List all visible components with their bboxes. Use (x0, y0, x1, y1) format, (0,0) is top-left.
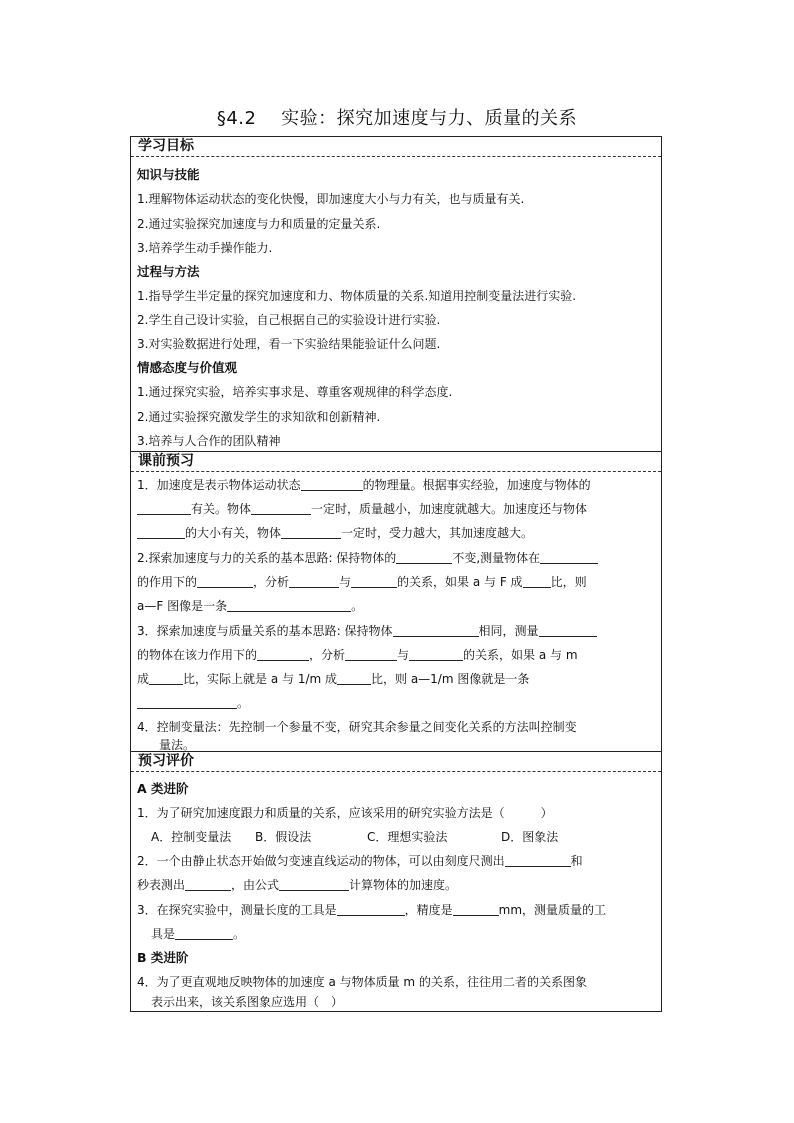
process-item-3: 3.对实验数据进行处理，看一下实验结果能验证什么问题. (137, 337, 441, 351)
knowledge-item-3: 3.培养学生动手操作能力. (137, 241, 273, 255)
preview-q2-line1 (137, 550, 655, 566)
answer-blank[interactable] (337, 903, 405, 916)
eval-q2-line1 (137, 853, 655, 869)
preview-q3-line3 (137, 671, 655, 687)
text: a—F 图像是一条 (137, 599, 228, 613)
attitude-label: 情感态度与价值观 (137, 360, 238, 375)
answer-blank[interactable] (137, 502, 191, 515)
answer-blank[interactable] (409, 648, 463, 661)
answer-blank[interactable] (185, 878, 231, 891)
answer-blank[interactable] (227, 599, 351, 612)
text: 相同，测量 (478, 624, 539, 638)
goals-section (131, 137, 661, 157)
text: 的物理量。根据事实经验，加速度与物体的 (362, 478, 591, 492)
preview-q1-line3 (137, 525, 655, 541)
answer-blank[interactable] (396, 551, 452, 564)
answer-blank[interactable] (351, 575, 397, 588)
process-item-2: 2.学生自己设计实验，自己根据自己的实验设计进行实验. (137, 313, 441, 327)
text: ，精度是 (404, 903, 453, 917)
attitude-item-2: 2.通过实验探究激发学生的求知欲和创新精神. (137, 410, 381, 424)
text: 的关系，如果 a 与 F 成 (397, 575, 523, 589)
answer-blank[interactable] (523, 575, 551, 588)
text: 的关系，如果 a 与 m (463, 648, 578, 662)
answer-blank[interactable] (175, 927, 233, 940)
page-title: §4.2 实验：探究加速度与力、质量的关系 (216, 108, 578, 129)
option-a[interactable]: A．控制变量法 (151, 830, 232, 844)
option-b[interactable]: B．假设法 (255, 830, 312, 844)
text: 和 (570, 854, 583, 868)
preview-q4-line1: 4．控制变量法：先控制一个参量不变，研究其余参量之间变化关系的方法叫控制变 (137, 720, 577, 734)
text: 。 (237, 696, 250, 710)
text: 2．一个由静止状态开始做匀变速直线运动的物体，可以由刻度尺测出 (137, 854, 505, 868)
text: 成 (137, 672, 150, 686)
text: 的大小有关，物体 (185, 526, 282, 540)
eval-q1-options (151, 829, 655, 845)
eval-q3-line2 (151, 926, 655, 942)
answer-blank[interactable] (345, 648, 397, 661)
level-a-label: A 类进阶 (137, 781, 189, 796)
text: mm，测量质量的工 (498, 903, 607, 917)
text: 一定时，质量越小，加速度就越大。加速度还与物体 (311, 502, 588, 516)
answer-blank[interactable] (251, 502, 311, 515)
text: 计算物体的加速度。 (349, 878, 458, 892)
eval-q2-line2 (137, 877, 655, 893)
worksheet-table (130, 136, 662, 1012)
attitude-item-1: 1.通过探究实验，培养实事求是、尊重客观规律的科学态度. (137, 385, 453, 399)
answer-blank[interactable] (301, 478, 363, 491)
text: 3．探索加速度与质量关系的基本思路: 保持物体 (137, 624, 393, 638)
eval-q3-line1 (137, 902, 655, 918)
text: ，由公式 (231, 878, 280, 892)
answer-blank[interactable] (289, 575, 339, 588)
option-c[interactable]: C．理想实验法 (367, 830, 448, 844)
text: 。 (351, 599, 364, 613)
eval-q1: 1．为了研究加速度跟力和质量的关系，应该采用的研究实验方法是（ ） (137, 806, 553, 820)
preview-q1-line1 (137, 477, 655, 493)
answer-blank[interactable] (337, 672, 371, 685)
process-label: 过程与方法 (137, 264, 200, 279)
preview-q1-line2 (137, 501, 655, 517)
text: 与 (339, 575, 352, 589)
text: ，分析 (253, 575, 290, 589)
answer-blank[interactable] (137, 696, 237, 709)
preview-q2-line3 (137, 598, 655, 614)
knowledge-item-1: 1.理解物体运动状态的变化快慢，即加速度大小与力有关，也与质量有关. (137, 192, 525, 206)
answer-blank[interactable] (505, 854, 571, 867)
preview-q2-line2 (137, 574, 655, 590)
eval-q4-line2: 表示出来，该关系图象应选用（ ） (151, 995, 344, 1009)
answer-blank[interactable] (540, 551, 598, 564)
evaluation-section (131, 752, 661, 772)
preview-q3-line4 (137, 695, 655, 711)
text: 3．在探究实验中，测量长度的工具是 (137, 903, 337, 917)
text: 1．加速度是表示物体运动状态 (137, 478, 301, 492)
text: ，分析 (309, 648, 346, 662)
answer-blank[interactable] (149, 672, 183, 685)
answer-blank[interactable] (197, 575, 253, 588)
eval-q4-line1: 4．为了更直观地反映物体的加速度 a 与物体质量 m 的关系，往往用二者的关系图象 (137, 975, 587, 989)
preview-q3-line1 (137, 623, 655, 639)
text: 的作用下的 (137, 575, 198, 589)
answer-blank[interactable] (281, 526, 341, 539)
knowledge-label: 知识与技能 (137, 167, 200, 182)
level-b-label: B 类进阶 (137, 950, 189, 965)
answer-blank[interactable] (539, 624, 597, 637)
text: 2.探索加速度与力的关系的基本思路: 保持物体的 (137, 551, 397, 565)
answer-blank[interactable] (257, 648, 309, 661)
knowledge-item-2: 2.通过实验探究加速度与力和质量的定量关系. (137, 217, 381, 231)
preview-section (131, 452, 661, 472)
evaluation-header: 预习评价 (131, 752, 661, 772)
preview-q4-line2: 量法。 (159, 738, 196, 752)
preview-header: 课前预习 (131, 452, 661, 472)
text: 。 (233, 927, 246, 941)
answer-blank[interactable] (453, 903, 499, 916)
text: 具是 (151, 927, 176, 941)
preview-q3-line2 (137, 647, 655, 663)
text: 一定时，受力越大，其加速度越大。 (341, 526, 534, 540)
text: 比，则 (550, 575, 587, 589)
process-item-1: 1.指导学生半定量的探究加速度和力、物体质量的关系.知道用控制变量法进行实验. (137, 289, 577, 303)
goals-header: 学习目标 (131, 137, 661, 157)
answer-blank[interactable] (137, 526, 185, 539)
answer-blank[interactable] (279, 878, 349, 891)
text: 与 (397, 648, 410, 662)
text: 不变,测量物体在 (452, 551, 541, 565)
option-d[interactable]: D．图象法 (501, 830, 559, 844)
text: 比，则 a—1/m 图像就是一条 (371, 672, 530, 686)
text: 比，实际上就是 a 与 1/m 成 (183, 672, 337, 686)
text: 的物体在该力作用下的 (137, 648, 258, 662)
answer-blank[interactable] (393, 624, 479, 637)
attitude-item-3: 3.培养与人合作的团队精神 (137, 434, 281, 448)
text: 有关。物体 (191, 502, 252, 516)
text: 秒表测出 (137, 878, 186, 892)
